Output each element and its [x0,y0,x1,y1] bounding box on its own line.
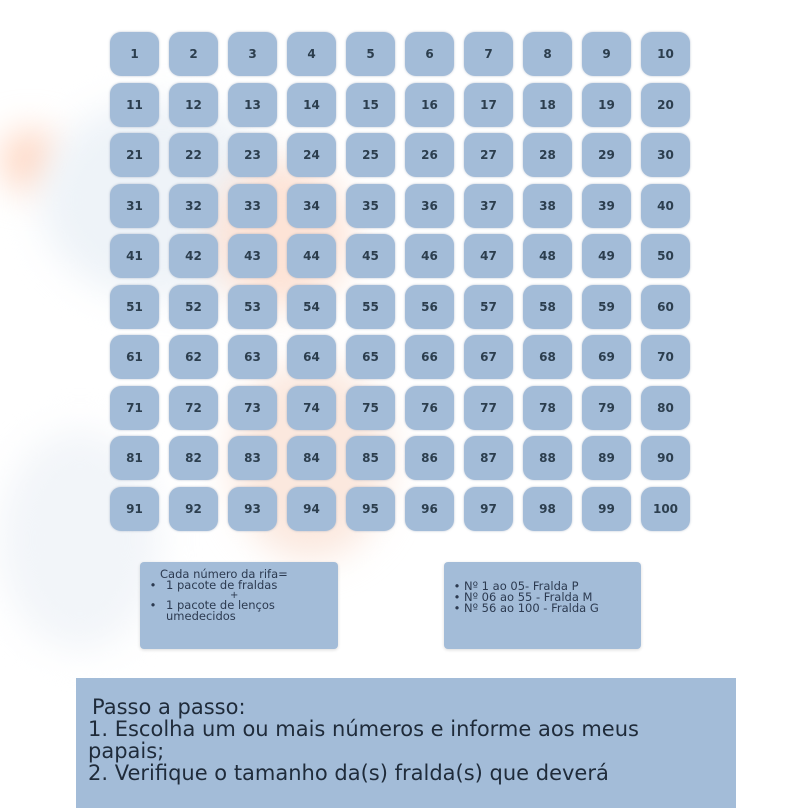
raffle-number-tile[interactable]: 13 [228,83,277,127]
raffle-number-tile[interactable]: 52 [169,285,218,329]
raffle-number-tile[interactable]: 35 [346,184,395,228]
raffle-number-tile[interactable]: 69 [582,335,631,379]
raffle-number-tile[interactable]: 75 [346,386,395,430]
raffle-number-tile[interactable]: 68 [523,335,572,379]
prize-item-wipes: • 1 pacote de lenços [140,600,338,611]
raffle-number-tile[interactable]: 9 [582,32,631,76]
raffle-number-tile[interactable]: 23 [228,133,277,177]
prize-heading: Cada número da rifa= [160,567,288,581]
bullet-icon: • [453,590,461,604]
raffle-number-tile[interactable]: 64 [287,335,336,379]
raffle-number-tile[interactable]: 56 [405,285,454,329]
raffle-number-tile[interactable]: 2 [169,32,218,76]
raffle-number-tile[interactable]: 46 [405,234,454,278]
raffle-number-grid [110,32,690,531]
raffle-number-tile[interactable]: 31 [110,184,159,228]
raffle-number-tile[interactable]: 6 [405,32,454,76]
raffle-number-tile[interactable]: 17 [464,83,513,127]
bullet-icon: • [149,578,157,592]
raffle-number-tile[interactable]: 99 [582,487,631,531]
raffle-number-tile[interactable]: 41 [110,234,159,278]
raffle-number-tile[interactable]: 98 [523,487,572,531]
raffle-number-tile[interactable]: 43 [228,234,277,278]
raffle-number-tile[interactable]: 97 [464,487,513,531]
raffle-number-tile[interactable]: 26 [405,133,454,177]
raffle-number-tile[interactable]: 5 [346,32,395,76]
raffle-number-tile[interactable]: 20 [641,83,690,127]
raffle-number-tile[interactable]: 45 [346,234,395,278]
raffle-number-tile[interactable]: 1 [110,32,159,76]
raffle-number-tile[interactable]: 16 [405,83,454,127]
raffle-number-tile[interactable]: 53 [228,285,277,329]
raffle-number-tile[interactable]: 93 [228,487,277,531]
raffle-number-tile[interactable]: 80 [641,386,690,430]
prize-info-box [140,562,338,649]
raffle-number-tile[interactable]: 92 [169,487,218,531]
raffle-number-tile[interactable]: 47 [464,234,513,278]
raffle-number-tile[interactable]: 32 [169,184,218,228]
raffle-number-tile[interactable]: 85 [346,436,395,480]
raffle-number-tile[interactable]: 18 [523,83,572,127]
raffle-number-tile[interactable]: 40 [641,184,690,228]
raffle-number-tile[interactable]: 30 [641,133,690,177]
raffle-number-tile[interactable]: 66 [405,335,454,379]
raffle-number-tile[interactable]: 86 [405,436,454,480]
raffle-number-tile[interactable]: 73 [228,386,277,430]
raffle-number-tile[interactable]: 96 [405,487,454,531]
raffle-number-tile[interactable]: 14 [287,83,336,127]
raffle-number-tile[interactable]: 94 [287,487,336,531]
raffle-number-tile[interactable]: 37 [464,184,513,228]
raffle-number-tile[interactable]: 38 [523,184,572,228]
raffle-number-tile[interactable]: 12 [169,83,218,127]
raffle-number-tile[interactable]: 15 [346,83,395,127]
raffle-number-tile[interactable]: 11 [110,83,159,127]
raffle-number-tile[interactable]: 74 [287,386,336,430]
raffle-number-tile[interactable]: 4 [287,32,336,76]
raffle-number-tile[interactable]: 44 [287,234,336,278]
raffle-number-tile[interactable]: 49 [582,234,631,278]
step-1: 1. Escolha um ou mais números e informe aos meus papais; [88,717,639,763]
raffle-number-tile[interactable]: 33 [228,184,277,228]
raffle-number-tile[interactable]: 25 [346,133,395,177]
raffle-number-tile[interactable]: 48 [523,234,572,278]
raffle-number-tile[interactable]: 39 [582,184,631,228]
raffle-number-tile[interactable]: 88 [523,436,572,480]
raffle-number-tile[interactable]: 8 [523,32,572,76]
raffle-number-tile[interactable]: 100 [641,487,690,531]
raffle-number-tile[interactable]: 28 [523,133,572,177]
steps-box [76,678,736,808]
raffle-number-tile[interactable]: 50 [641,234,690,278]
raffle-number-tile[interactable]: 78 [523,386,572,430]
prize-item-wipes-cont: umedecidos [166,609,236,623]
bullet-icon: • [453,601,461,615]
raffle-number-tile[interactable]: 95 [346,487,395,531]
steps-title: Passo a passo: [92,695,246,719]
raffle-number-tile[interactable]: 55 [346,285,395,329]
raffle-number-tile[interactable]: 82 [169,436,218,480]
raffle-number-tile[interactable]: 42 [169,234,218,278]
raffle-number-tile[interactable]: 70 [641,335,690,379]
raffle-number-tile[interactable]: 58 [523,285,572,329]
raffle-number-tile[interactable]: 36 [405,184,454,228]
diaper-size-box [444,562,641,649]
raffle-number-tile[interactable]: 76 [405,386,454,430]
raffle-number-tile[interactable]: 51 [110,285,159,329]
plus-sign: + [230,590,239,601]
size-item: • Nº 1 ao 05- Fralda P [450,581,641,592]
raffle-number-tile[interactable]: 89 [582,436,631,480]
raffle-number-tile[interactable]: 79 [582,386,631,430]
bullet-icon: • [149,598,157,612]
raffle-number-tile[interactable]: 67 [464,335,513,379]
raffle-number-tile[interactable]: 21 [110,133,159,177]
raffle-number-tile[interactable]: 24 [287,133,336,177]
raffle-number-tile[interactable]: 63 [228,335,277,379]
raffle-number-tile[interactable]: 72 [169,386,218,430]
raffle-number-tile[interactable]: 60 [641,285,690,329]
raffle-number-tile[interactable]: 22 [169,133,218,177]
raffle-number-tile[interactable]: 61 [110,335,159,379]
step-2: 2. Verifique o tamanho da(s) fralda(s) que deverá [88,761,609,785]
raffle-number-tile[interactable]: 7 [464,32,513,76]
raffle-number-tile[interactable]: 27 [464,133,513,177]
raffle-number-tile[interactable]: 19 [582,83,631,127]
raffle-number-tile[interactable]: 34 [287,184,336,228]
raffle-number-tile[interactable]: 54 [287,285,336,329]
raffle-number-tile[interactable]: 84 [287,436,336,480]
size-item: • Nº 06 ao 55 - Fralda M [450,592,641,603]
prize-item-diapers: • 1 pacote de fraldas [140,580,338,591]
raffle-number-tile[interactable]: 65 [346,335,395,379]
raffle-number-tile[interactable]: 57 [464,285,513,329]
raffle-number-tile[interactable]: 3 [228,32,277,76]
raffle-number-tile[interactable]: 59 [582,285,631,329]
bullet-icon: • [453,579,461,593]
raffle-number-tile[interactable]: 81 [110,436,159,480]
raffle-number-tile[interactable]: 83 [228,436,277,480]
raffle-number-tile[interactable]: 87 [464,436,513,480]
raffle-number-tile[interactable]: 90 [641,436,690,480]
raffle-number-tile[interactable]: 77 [464,386,513,430]
size-item: • Nº 56 ao 100 - Fralda G [450,603,641,614]
raffle-number-tile[interactable]: 91 [110,487,159,531]
raffle-number-tile[interactable]: 71 [110,386,159,430]
raffle-number-tile[interactable]: 29 [582,133,631,177]
raffle-number-tile[interactable]: 62 [169,335,218,379]
raffle-number-tile[interactable]: 10 [641,32,690,76]
